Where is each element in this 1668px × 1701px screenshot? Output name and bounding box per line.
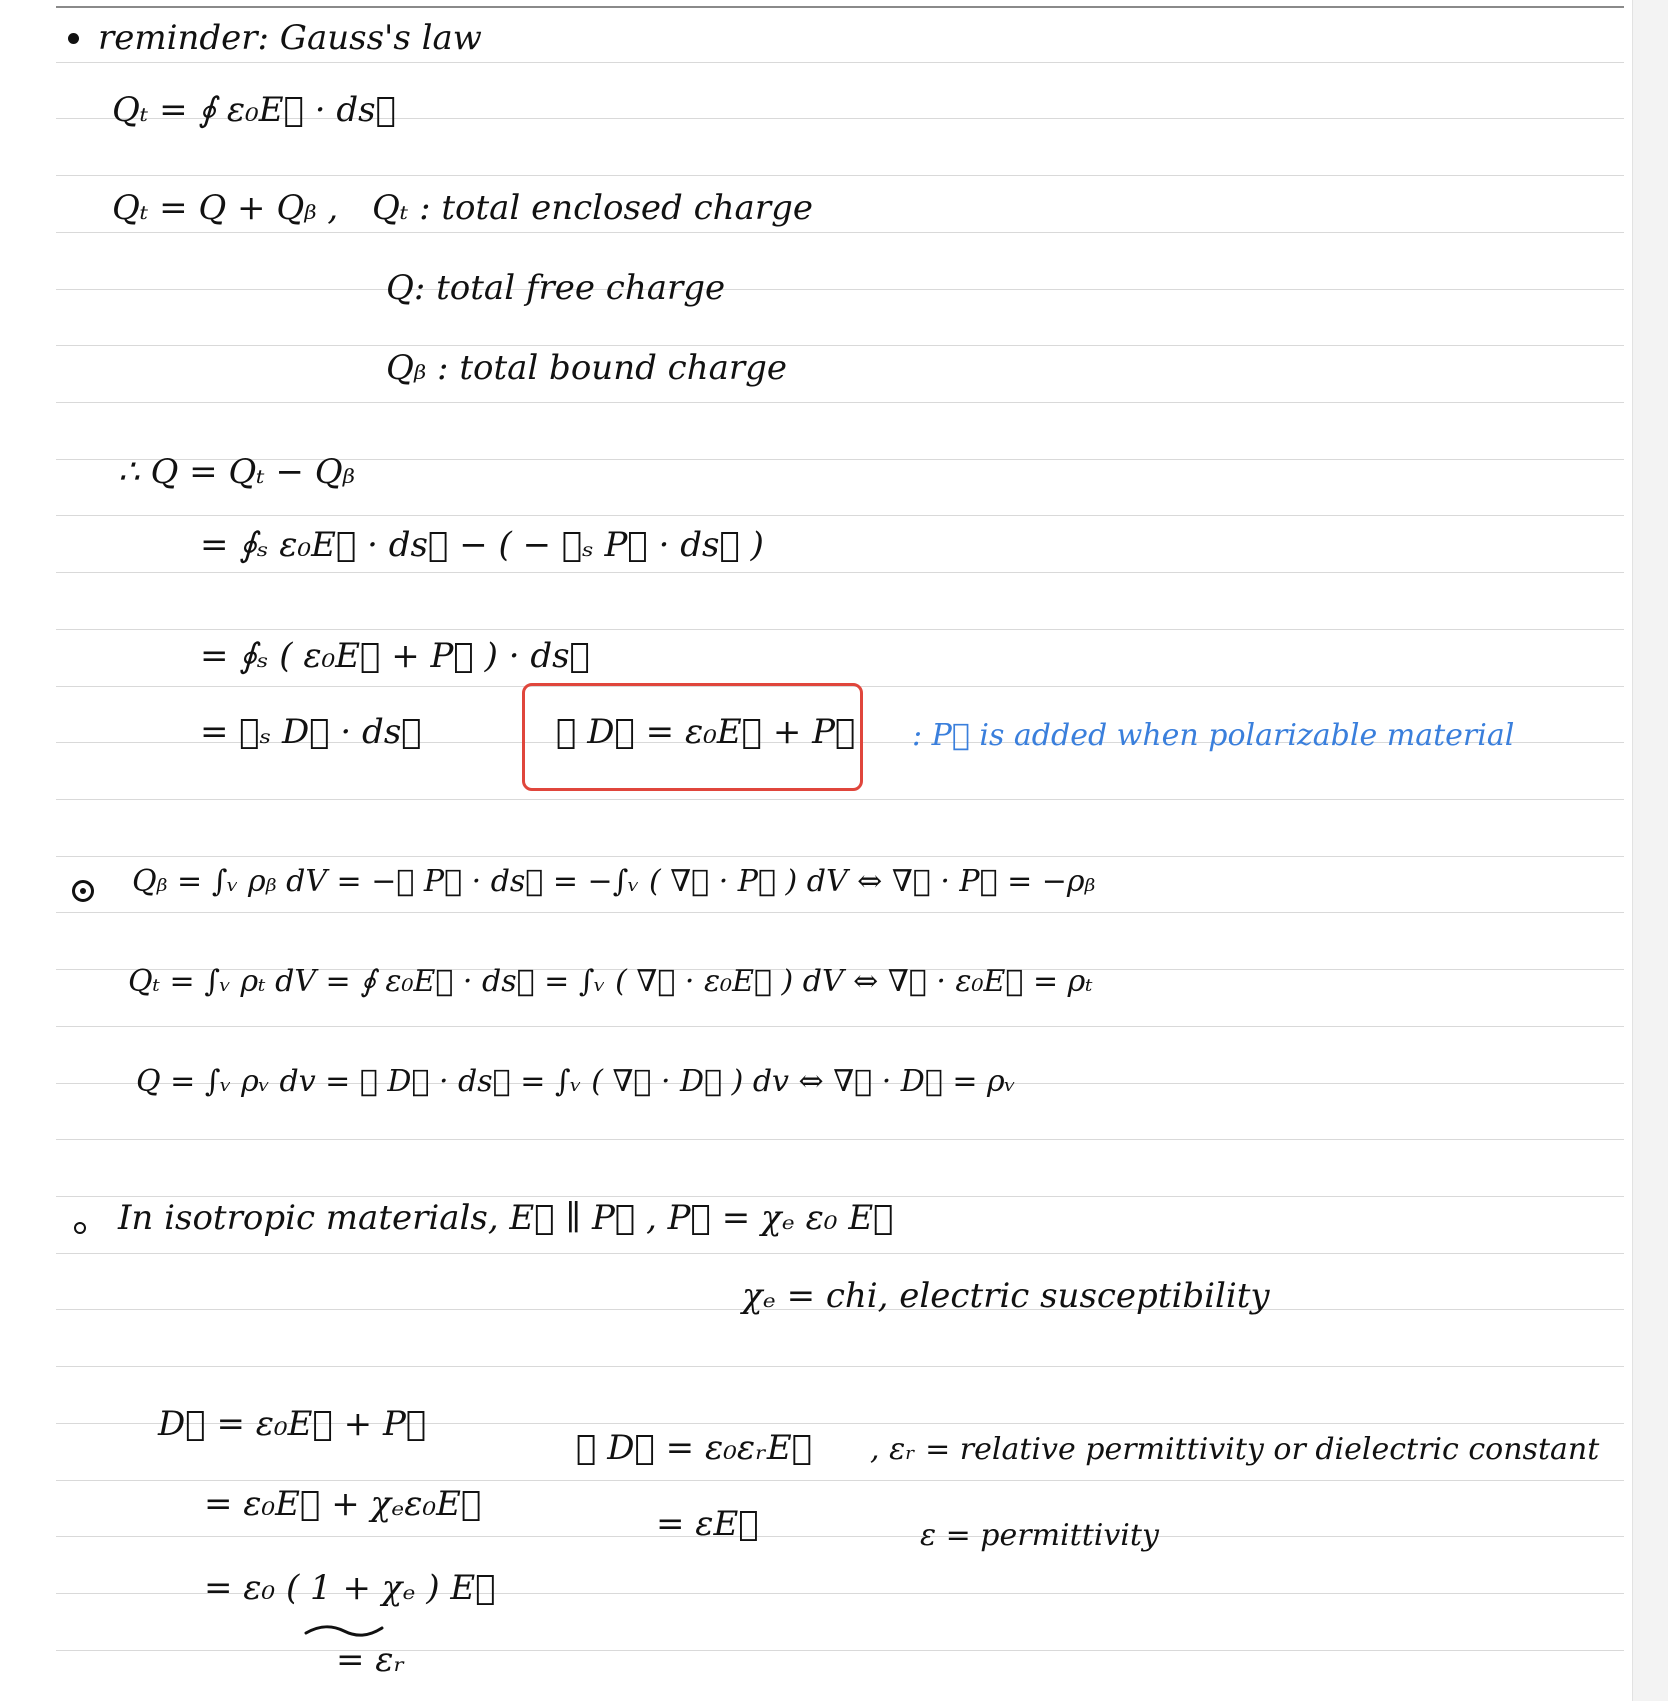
d-result-line-1: ∴ D⃗ = ε₀εᵣE⃗ [576, 1428, 813, 1468]
d-expansion-line-1: D⃗ = ε₀E⃗ + P⃗ [158, 1404, 427, 1444]
ruled-line [56, 856, 1624, 857]
def-total-enclosed-charge: Qₜ : total enclosed charge [372, 188, 813, 228]
def-bound-charge: Qᵦ : total bound charge [386, 348, 788, 388]
circled-bullet [72, 880, 94, 902]
ruled-line [56, 1480, 1624, 1481]
gauss-law-equation: Qₜ = ∮ ε₀E⃗ · ds⃗ [112, 90, 397, 130]
ruled-line [56, 1536, 1624, 1537]
ruled-line [56, 289, 1624, 290]
ruled-line [56, 345, 1624, 346]
reminder-heading: reminder: Gauss's law [98, 18, 482, 58]
chi-definition: χₑ = chi, electric susceptibility [742, 1276, 1270, 1316]
total-charge-sum: Qₜ = Q + Qᵦ , [112, 188, 339, 228]
derivation-line-2: = ∮ₛ ε₀E⃗ · ds⃗ − ( − ∮ₛ P⃗ · ds⃗ ) [200, 525, 764, 565]
bullet-dot [68, 33, 79, 44]
ruled-line [56, 175, 1624, 176]
bullet-dot [74, 1222, 86, 1234]
boxed-d-definition: ∴ D⃗ = ε₀E⃗ + P⃗ [556, 712, 856, 752]
page-right-margin [1632, 0, 1668, 1701]
ruled-line [56, 629, 1624, 630]
free-charge-relation: Q = ∫ᵥ ρᵥ dv = ∮ D⃗ · ds⃗ = ∫ᵥ ( ∇⃗ · D⃗ ) dv ⇔ ∇⃗ · D⃗ = ρᵥ [136, 1064, 1016, 1099]
ruled-line [56, 1650, 1624, 1651]
bound-charge-relation: Qᵦ = ∫ᵥ ρᵦ dV = −∮ P⃗ · ds⃗ = −∫ᵥ ( ∇⃗ · P⃗ ) dV ⇔ ∇⃗ · P⃗ = −ρᵦ [132, 864, 1096, 899]
derivation-line-4: = ∮ₛ D⃗ · ds⃗ [200, 712, 422, 752]
derivation-line-1: ∴ Q = Qₜ − Qᵦ [118, 452, 356, 492]
polarization-annotation: : P⃗ is added when polarizable material [912, 718, 1515, 753]
d-expansion-line-2: = ε₀E⃗ + χₑε₀E⃗ [204, 1484, 482, 1524]
d-result-line-2: = εE⃗ [656, 1504, 759, 1544]
ruled-line [56, 62, 1624, 63]
ruled-line [56, 912, 1624, 913]
ruled-line [56, 1366, 1624, 1367]
d-expansion-line-3: = ε₀ ( 1 + χₑ ) E⃗ [204, 1568, 496, 1608]
d-expansion-line-4: = εᵣ [336, 1640, 406, 1680]
ruled-line [56, 232, 1624, 233]
relative-permittivity-definition: , εᵣ = relative permittivity or dielectric constant [870, 1432, 1600, 1467]
ruled-line [56, 1253, 1624, 1254]
isotropic-heading: In isotropic materials, E⃗ ∥ P⃗ , P⃗ = χₑ ε₀ E⃗ [118, 1198, 894, 1238]
ruled-line [56, 572, 1624, 573]
ruled-line [56, 402, 1624, 403]
total-charge-relation: Qₜ = ∫ᵥ ρₜ dV = ∮ ε₀E⃗ · ds⃗ = ∫ᵥ ( ∇⃗ · ε₀E⃗ ) dV ⇔ ∇⃗ · ε₀E⃗ = ρₜ [128, 964, 1093, 999]
ruled-line [56, 1139, 1624, 1140]
ruled-line [56, 515, 1624, 516]
ruled-line [56, 799, 1624, 800]
derivation-line-3: = ∮ₛ ( ε₀E⃗ + P⃗ ) · ds⃗ [200, 636, 590, 676]
page-top-rule [56, 6, 1624, 8]
ruled-line [56, 1196, 1624, 1197]
permittivity-definition: ε = permittivity [920, 1518, 1159, 1553]
underbrace-tilde [304, 1624, 384, 1638]
ruled-line [56, 1026, 1624, 1027]
def-free-charge: Q: total free charge [386, 268, 726, 308]
